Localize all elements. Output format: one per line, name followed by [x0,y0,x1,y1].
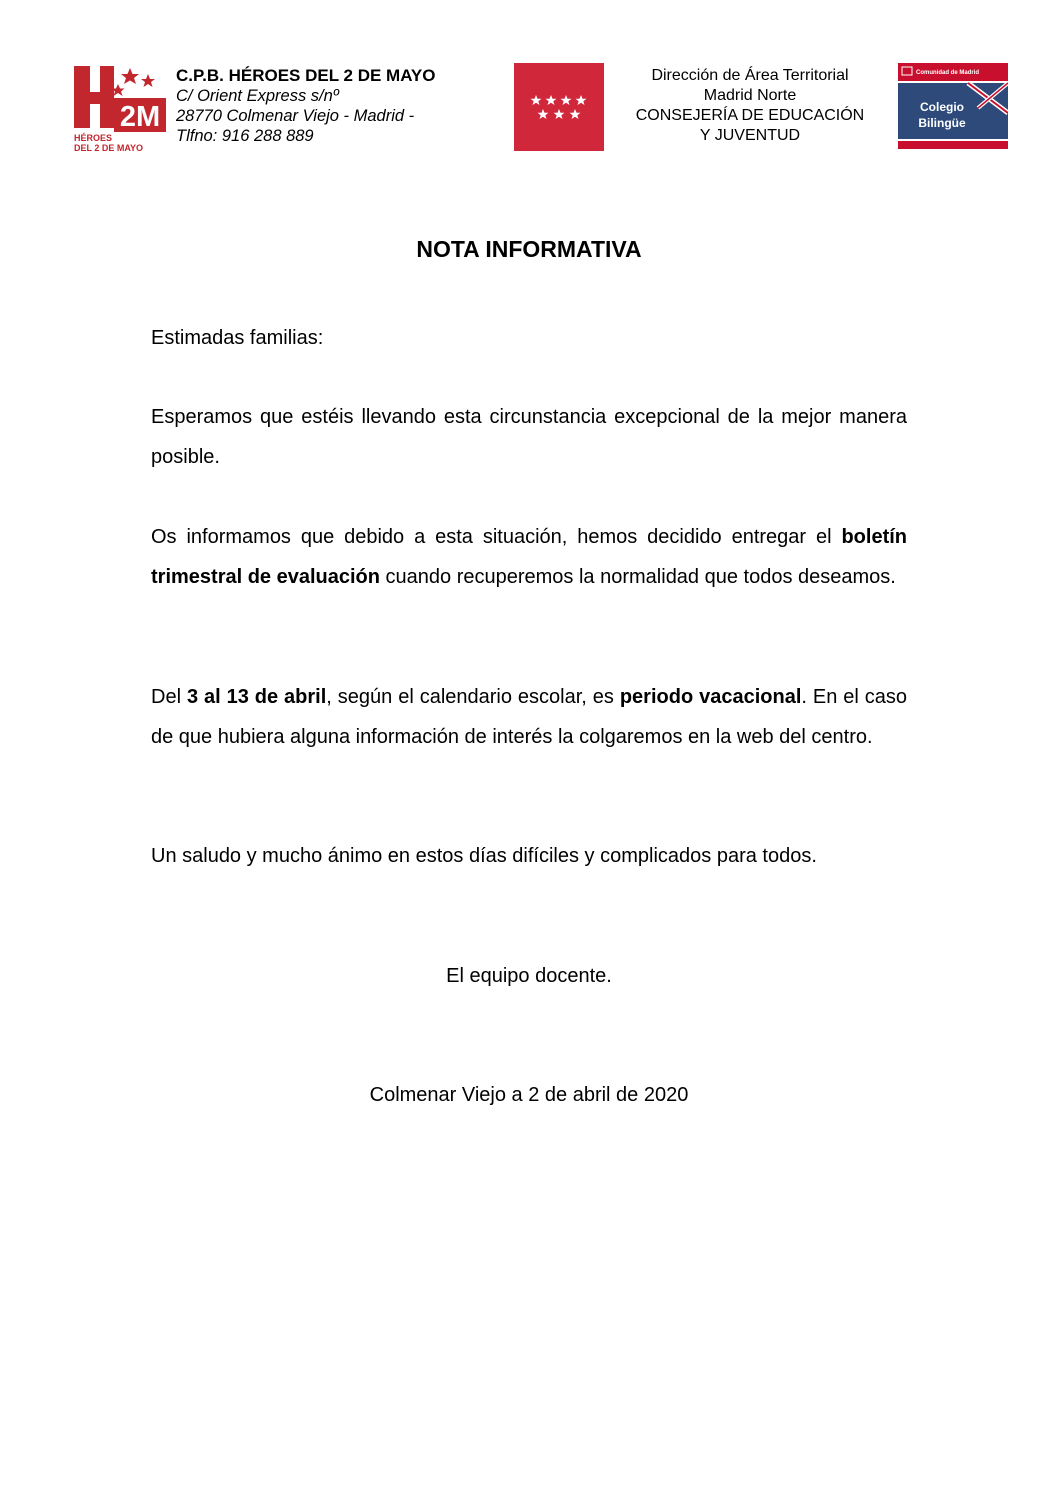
logo-caption-2: DEL 2 DE MAYO [74,143,144,152]
direccion-line-2: Madrid Norte [703,87,797,104]
logo-2m-text: 2M [119,101,161,133]
paragraph-3 [151,677,907,757]
paragraph-3-text-b: , según el calendario escolar, es [326,686,620,708]
date-line: Colmenar Viejo a 2 de abril de 2020 [369,1084,689,1106]
school-address: C/ Orient Express s/nº [176,87,339,105]
direccion-area [612,66,888,146]
school-phone: Tlfno: 916 288 889 [176,127,314,145]
paragraph-3-bold-dates: 3 al 13 de abril [186,686,327,708]
school-logo [70,64,166,152]
greeting: Estimadas familias: [151,327,324,349]
paragraph-2-bold: boletín trimestral de evaluación [151,526,907,588]
school-name: C.P.B. HÉROES DEL 2 DE MAYO [176,66,436,85]
paragraph-2 [151,517,907,597]
school-city: 28770 Colmenar Viejo - Madrid - [176,107,415,125]
bilingue-line-2: Bilingüe [918,116,966,130]
signature: El equipo docente. [446,965,612,987]
direccion-line-1: Dirección de Área Territorial [651,67,849,84]
paragraph-3-bold-period: periodo vacacional [619,686,802,708]
direccion-line-3: CONSEJERÍA DE EDUCACIÓN [635,107,865,124]
madrid-flag-logo [514,63,604,151]
bilingual-school-logo [898,63,1008,151]
logo-caption-1: HÉROES [74,133,113,143]
direccion-line-4: Y JUVENTUD [699,127,801,144]
bilingue-top-text: Comunidad de Madrid [916,70,979,76]
document-title: NOTA INFORMATIVA [416,236,642,262]
paragraph-2-text-a: Os informamos que debido a esta situación, hemos decidido entregar el [151,526,842,548]
paragraph-1: Esperamos que estéis llevando esta circunstancia excepcional de la mejor manera posible. [151,406,907,468]
paragraph-4: Un saludo y mucho ánimo en estos días difíciles y complicados para todos. [151,845,817,867]
paragraph-3-text-a: Del [151,686,187,708]
school-info [176,66,435,146]
bilingue-line-1: Colegio [920,100,964,114]
paragraph-2-text-b: cuando recuperemos la normalidad que todos deseamos. [379,566,896,588]
paragraph-3-text-c: . En el caso de que hubiera alguna información de interés la colgaremos en la web del centro. [151,686,907,748]
